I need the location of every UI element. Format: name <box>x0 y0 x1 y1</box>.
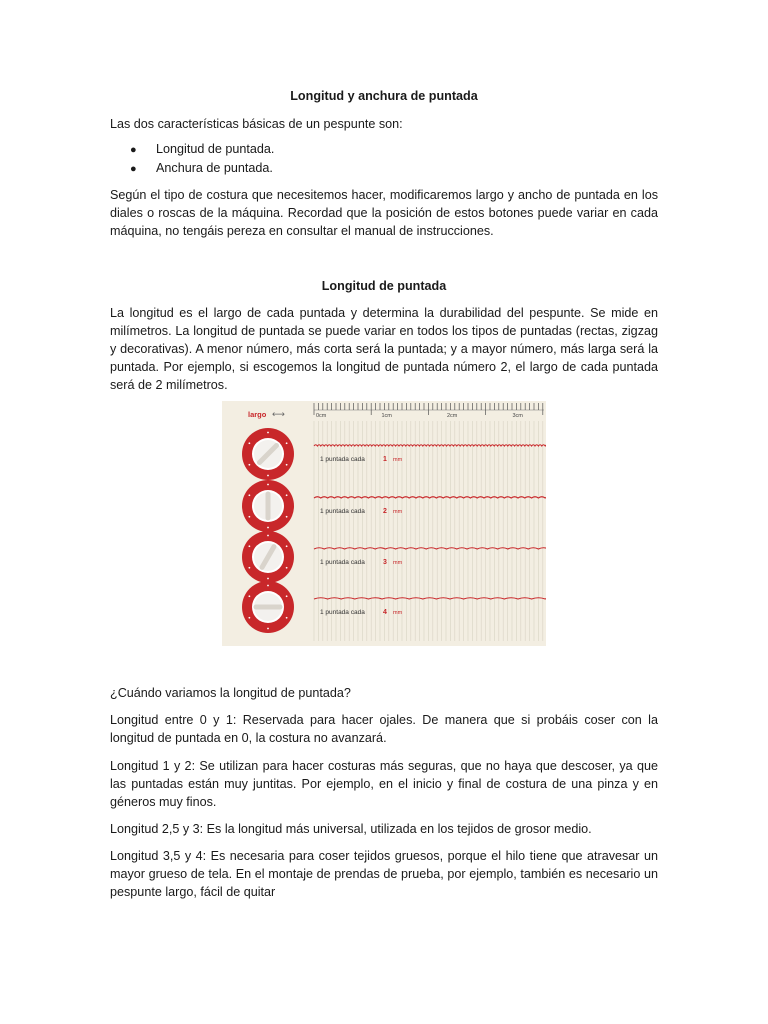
paragraph-1: Según el tipo de costura que necesitemos hacer, modificaremos largo y ancho de puntada en los diales o roscas de la máquina. Recordad que la posición de estos botones puede variar en cada máquina, no tengáis pereza en consultar el manual de instrucciones. <box>110 188 658 238</box>
bullet-item: ● Longitud de puntada. <box>130 140 274 159</box>
section-heading: Longitud de puntada <box>321 279 447 293</box>
row-label: 1 puntada cada <box>320 456 365 463</box>
dial-mark <box>248 442 250 444</box>
row-label: 1 puntada cada <box>320 559 365 566</box>
row-value: 1 <box>383 456 387 463</box>
row-label: 1 puntada cada <box>320 508 365 515</box>
dial-mark <box>286 516 288 518</box>
stitch-length-figure <box>222 401 546 646</box>
row-value: 4 <box>383 609 387 616</box>
dial-mark <box>267 628 269 630</box>
dial-mark <box>267 432 269 434</box>
dial-mark <box>267 535 269 537</box>
question-heading: ¿Cuándo variamos la longitud de puntada? <box>110 686 351 700</box>
legend-arrow: ⟷ <box>272 410 285 420</box>
dial-mark <box>286 595 288 597</box>
legend-label: largo <box>248 410 267 419</box>
dial-mark <box>286 464 288 466</box>
row-unit: mm <box>393 457 403 463</box>
dial-mark <box>248 617 250 619</box>
row-value: 3 <box>383 559 387 566</box>
dial-mark <box>286 567 288 569</box>
dial-mark <box>286 545 288 547</box>
row-label: 1 puntada cada <box>320 609 365 616</box>
list-item: Longitud 3,5 y 4: Es necesaria para coser tejidos gruesos, porque el hilo tiene que atravesar un mayor grueso de tela. En el montaje de prendas de prueba, por ejemplo, también es necesario un pespunte largo, fácil de quitar <box>110 849 658 899</box>
main-heading: Longitud y anchura de puntada <box>290 89 478 103</box>
ruler-label: 0cm <box>316 413 327 419</box>
list-item: Longitud 1 y 2: Se utilizan para hacer costuras más seguras, que no haya que descoser, ya que las puntadas están muy juntitas. Por ejemplo, en el inicio y final de costura de una pinza y en géneros muy finos. <box>110 759 658 809</box>
list-item: Longitud entre 0 y 1: Reservada para hacer ojales. De manera que si probáis coser con la longitud de puntada en 0, la costura no avanzará. <box>110 713 658 745</box>
row-unit: mm <box>393 560 403 566</box>
list-item: Longitud 2,5 y 3: Es la longitud más universal, utilizada en los tejidos de grosor medio. <box>110 822 592 836</box>
paragraph-2: La longitud es el largo de cada puntada y determina la durabilidad del pespunte. Se mide en milímetros. La longitud de puntada se puede variar en todos los tipos de puntadas (rectas, zigzag y decorativas). A menor número, más corta será la puntada; y a mayor número, más larga será la puntada. Por ejemplo, si escogemos la longitud de puntada número 2, el largo de cada puntada será de 2 milímetros. <box>110 306 658 392</box>
dial-mark <box>248 567 250 569</box>
dial-mark <box>267 527 269 529</box>
ruler-label: 2cm <box>447 413 458 419</box>
dial-mark <box>248 595 250 597</box>
ruler-label: 1cm <box>381 413 392 419</box>
row-unit: mm <box>393 610 403 616</box>
bullet-icon: ● <box>130 144 137 156</box>
dial-mark <box>248 464 250 466</box>
row-value: 2 <box>383 508 387 515</box>
stitch-length-illustration <box>222 401 546 646</box>
dial-mark <box>267 484 269 486</box>
dial-mark <box>267 585 269 587</box>
dial-mark <box>286 442 288 444</box>
bullet-item: ● Anchura de puntada. <box>130 159 273 178</box>
intro-text: Las dos características básicas de un pespunte son: <box>110 117 403 131</box>
dial-mark <box>286 494 288 496</box>
row-unit: mm <box>393 509 403 515</box>
dial-mark <box>267 578 269 580</box>
ruler-label: 3cm <box>512 413 523 419</box>
dial-mark <box>267 475 269 477</box>
dial-mark <box>248 516 250 518</box>
dial-mark <box>248 494 250 496</box>
bullet-icon: ● <box>130 163 137 175</box>
dial-mark <box>248 545 250 547</box>
dial-mark <box>286 617 288 619</box>
